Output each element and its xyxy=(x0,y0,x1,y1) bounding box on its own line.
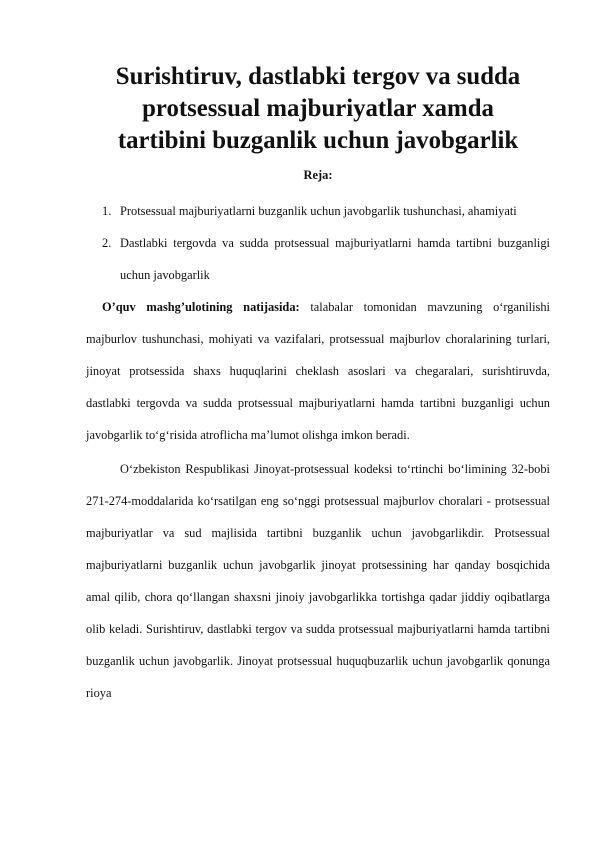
title-line-2: tartibini buzganlik uchun javobgarlik xyxy=(117,127,519,154)
plan-item-text: Protsessual majburiyatlarni buzganlik uchun javobgarlik tushunchasi, ahamiyati xyxy=(120,204,517,218)
plan-item-number: 1. xyxy=(102,204,112,218)
learning-outcome-label: O’quv mashg’ulotining natijasida: xyxy=(102,300,300,314)
plan-item-1 xyxy=(86,195,550,227)
plan-list xyxy=(86,195,550,291)
plan-item-text: Dastlabki tergovda va sudda protsessual majburiyatlarni hamda tartibni buzganligi uchun javobgarlik xyxy=(120,236,550,282)
title-line-1: Surishtiruv, dastlabki tergov va sudda protsessual majburiyatlar xamda xyxy=(115,63,521,122)
learning-outcome-paragraph xyxy=(86,291,550,451)
plan-item-2 xyxy=(86,227,550,291)
body-paragraph: O‘zbekiston Respublikasi Jinoyat-protsessual kodeksi to‘rtinchi bo‘limining 32-bobi 271-274-moddalarida ko‘rsatilgan eng so‘nggi protsessual majburlov choralari - protsessual majburiyatlar va sud majlisida tartibni buzganlik uchun javobgarlikdir. Protsessual majburiyatlarni buzganlik uchun javobgarlik jinoyat protsessining har qanday bosqichida amal qilib, chora qo‘llangan shaxsni jinoiy javobgarlikka tortishga qadar jiddiy oqibatlarga olib keladi. Surishtiruv, dastlabki tergov va sudda protsessual majburiyatlarni hamda tartibni buzganlik uchun javobgarlik. Jinoyat protsessual huquqbuzarlik uchun javobgarlik qonunga rioya xyxy=(86,462,550,700)
learning-outcome-text: talabalar tomonidan mavzuning o‘rganilishi majburlov tushunchasi, mohiyati va vazifalari, protsessual majburlov choralarining turlari, jinoyat protsessida shaxs huquqlarini cheklash asoslari va chegaralari, surishtiruvda, dastlabki tergovda va sudda protsessual majburiyatlarni hamda tartibni buzganligi uchun javobgarlik to‘g‘risida atroflicha ma’lumot olishga imkon beradi. xyxy=(86,300,550,442)
plan-item-number: 2. xyxy=(102,236,112,250)
plan-heading: Reja: xyxy=(303,168,333,182)
document-title xyxy=(86,61,550,157)
